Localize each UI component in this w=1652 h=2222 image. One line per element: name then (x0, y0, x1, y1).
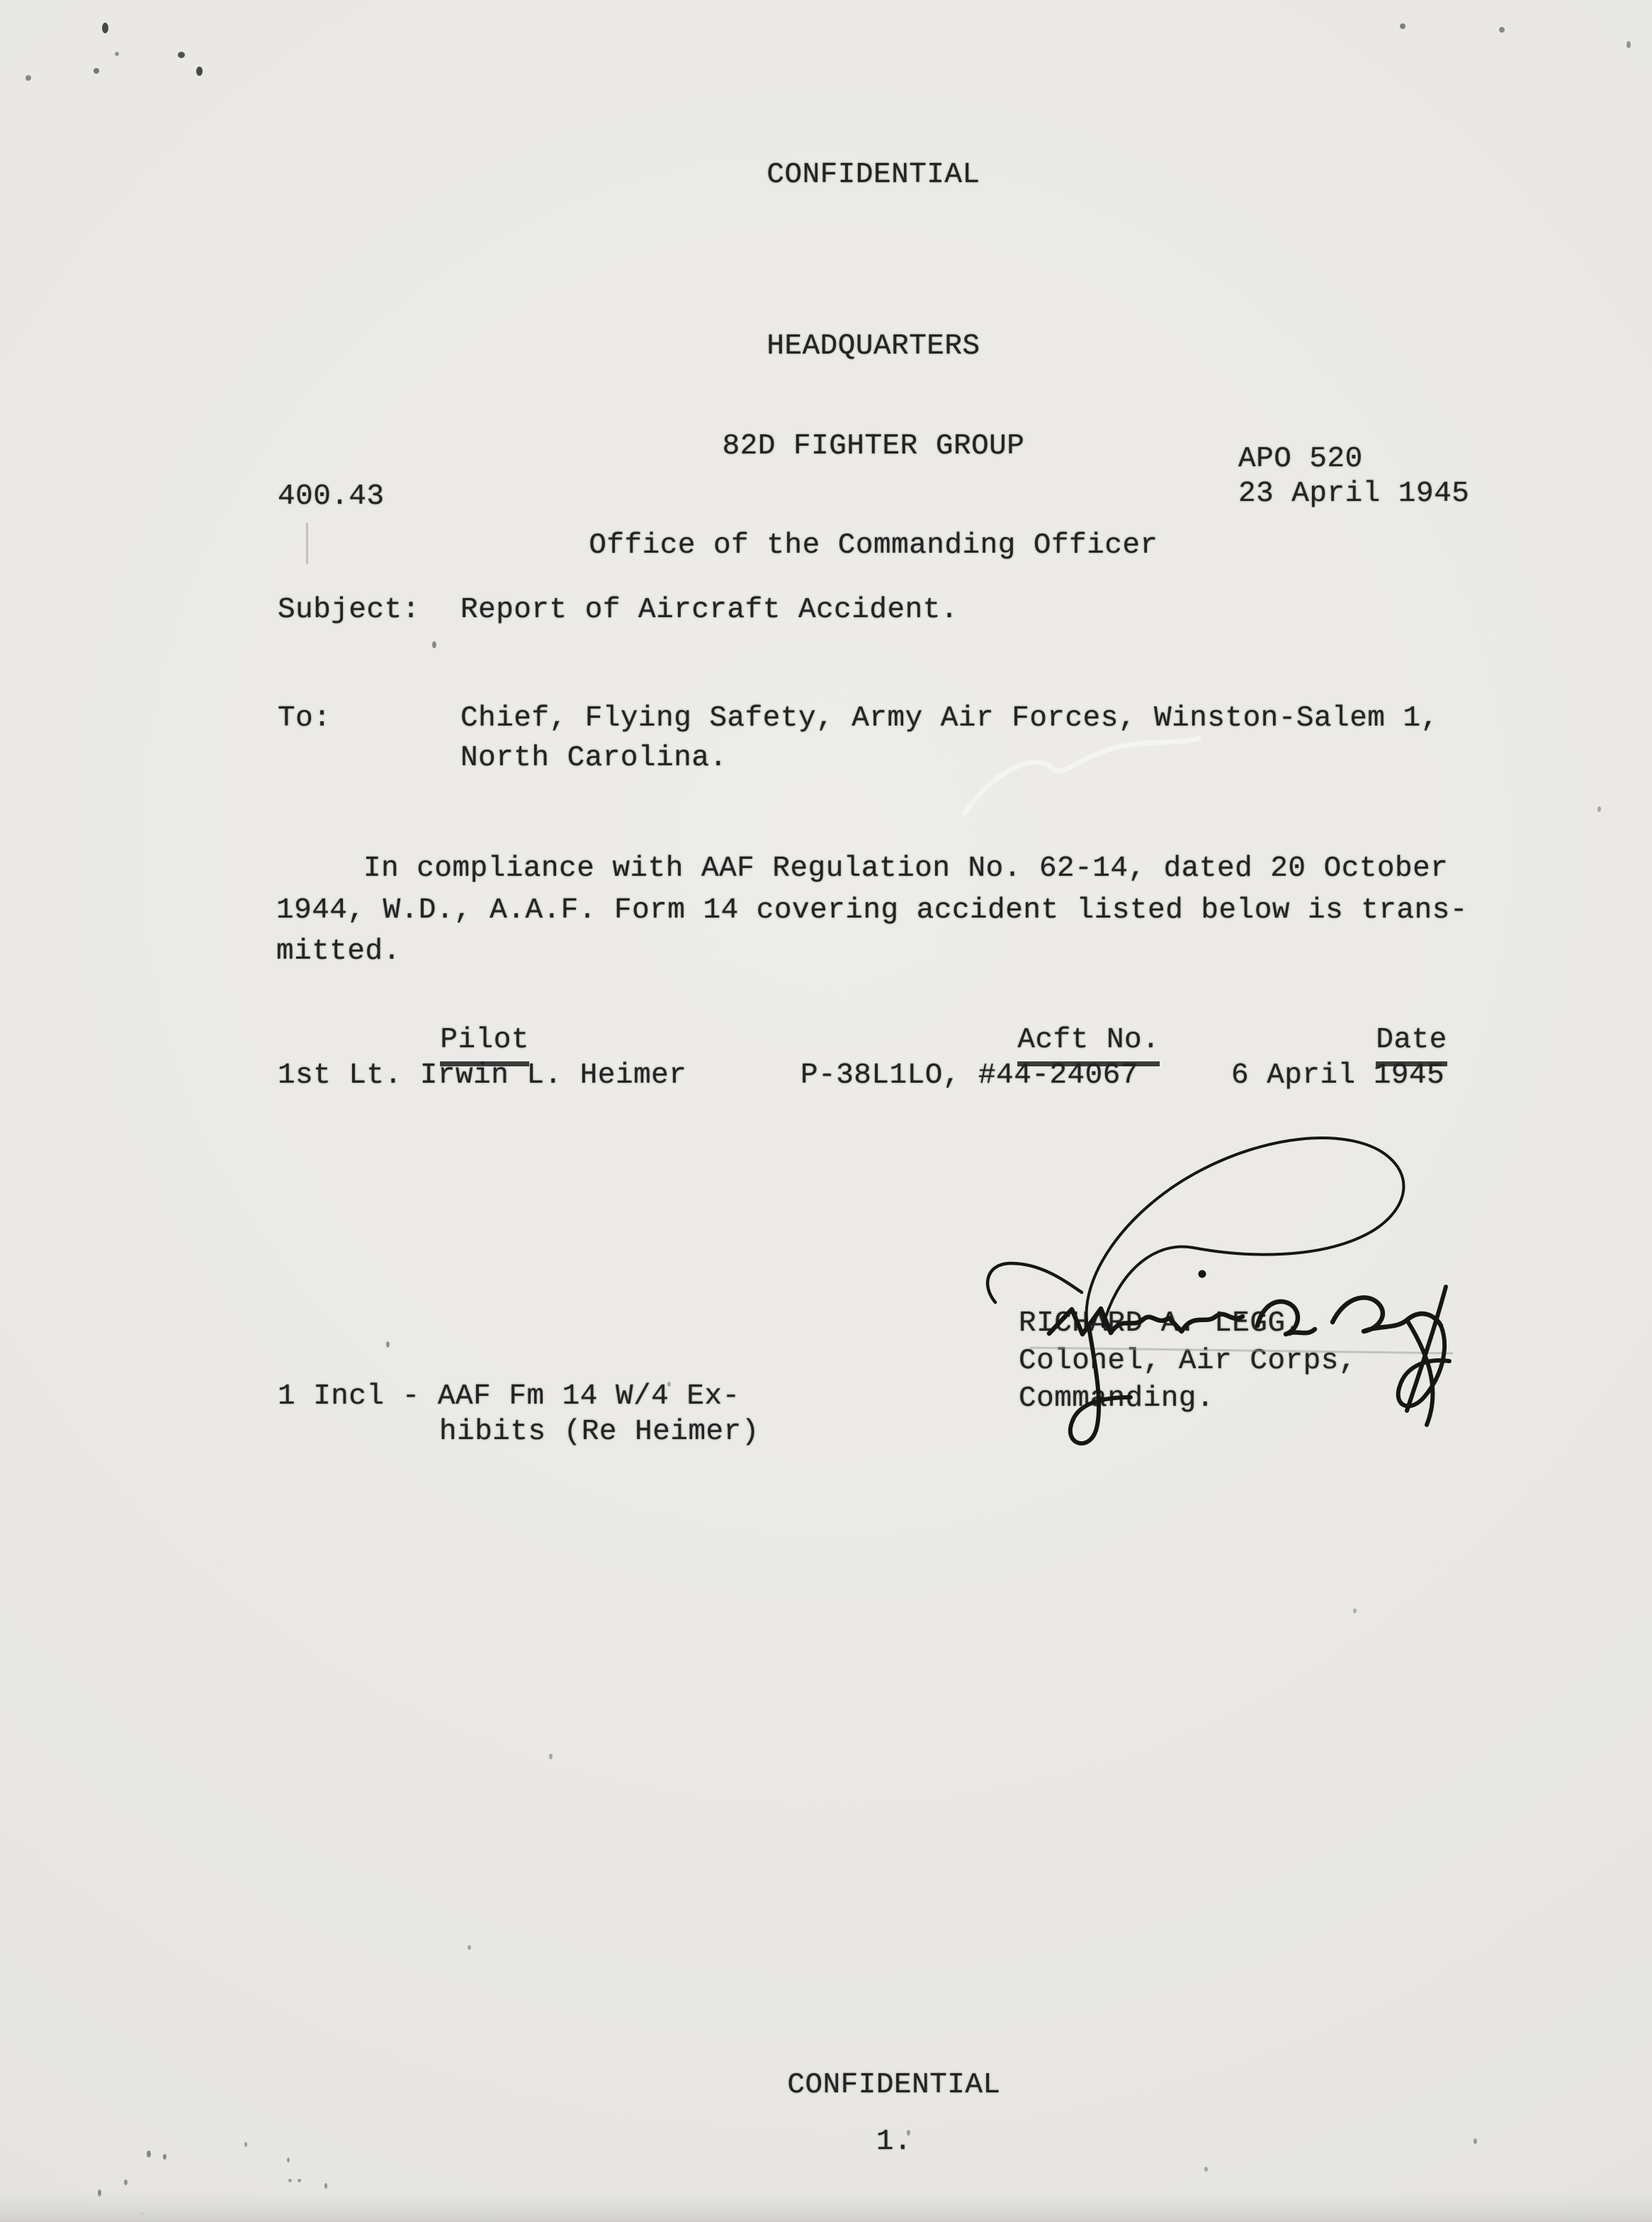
ink-speck (204, 2215, 208, 2221)
ink-speck (549, 1754, 553, 1759)
enclosure-line-1: 1 Incl - AAF Fm 14 W/4 Ex- (278, 1380, 740, 1413)
table-header-acft-no-text: Acft No. (1017, 1024, 1160, 1066)
ink-speck (386, 1341, 390, 1348)
letterhead-office: Office of the Commanding Officer (589, 529, 1158, 562)
file-number: 400.43 (278, 480, 385, 513)
paper-crease-mark (921, 723, 1218, 836)
ink-speck (124, 2179, 128, 2185)
subject-label: Subject: (278, 594, 420, 626)
ink-speck (163, 2154, 166, 2160)
table-row-pilot: 1st Lt. Irwin L. Heimer (278, 1059, 687, 1092)
ink-speck (468, 1945, 471, 1950)
ink-speck (432, 641, 436, 648)
ink-speck (140, 2212, 145, 2220)
ink-speck (1353, 1608, 1357, 1613)
table-row-acft-no: P-38L1LO, #44-24067 (800, 1059, 1138, 1092)
letterhead-unit: 82D FIGHTER GROUP (722, 429, 1025, 463)
subject-value: Report of Aircraft Accident. (460, 594, 958, 626)
ink-speck (115, 52, 119, 56)
apo-number: APO 520 (1238, 443, 1363, 475)
ink-speck (178, 52, 185, 58)
letter-date: 23 April 1945 (1238, 478, 1470, 510)
signature-rank: Colonel, Air Corps, (1019, 1345, 1357, 1377)
classification-top: CONFIDENTIAL (766, 159, 980, 191)
body-line-1: In compliance with AAF Regulation No. 62-14, dated 20 October (363, 852, 1449, 885)
ink-speck (98, 2189, 101, 2196)
ink-speck (298, 2179, 301, 2182)
ink-speck (1626, 41, 1631, 48)
signature-typed-name: RICHARD A. LEGG, (1019, 1307, 1303, 1340)
ink-speck (1204, 2167, 1208, 2172)
ink-speck (196, 67, 203, 76)
signature-role: Commanding. (1019, 1382, 1215, 1415)
ink-speck (94, 68, 99, 74)
ink-speck (1499, 27, 1505, 33)
ink-speck (26, 75, 31, 81)
letterhead-headquarters: HEADQUARTERS (766, 330, 980, 363)
classification-bottom: CONFIDENTIAL (787, 2069, 1001, 2102)
enclosure-line-2: hibits (Re Heimer) (439, 1416, 759, 1448)
ink-speck (1400, 23, 1405, 29)
ink-speck (1597, 806, 1601, 812)
letterhead (165, 264, 1582, 629)
body-line-2: 1944, W.D., A.A.F. Form 14 covering accident listed below is trans- (276, 894, 1468, 927)
ink-speck (324, 2183, 327, 2189)
ink-speck (288, 2179, 292, 2182)
to-line-2: North Carolina. (460, 742, 728, 774)
body-line-3: mitted. (276, 935, 401, 968)
to-label: To: (278, 702, 332, 735)
page-number: 1. (876, 2126, 912, 2158)
ink-speck (102, 23, 108, 33)
table-header-date-text: Date (1376, 1024, 1447, 1066)
table-header-pilot-text: Pilot (440, 1024, 529, 1066)
table-row-date: 6 April 1945 (1231, 1059, 1445, 1092)
ink-speck (147, 2150, 151, 2158)
to-line-1: Chief, Flying Safety, Army Air Forces, Winston-Salem 1, (460, 702, 1439, 735)
